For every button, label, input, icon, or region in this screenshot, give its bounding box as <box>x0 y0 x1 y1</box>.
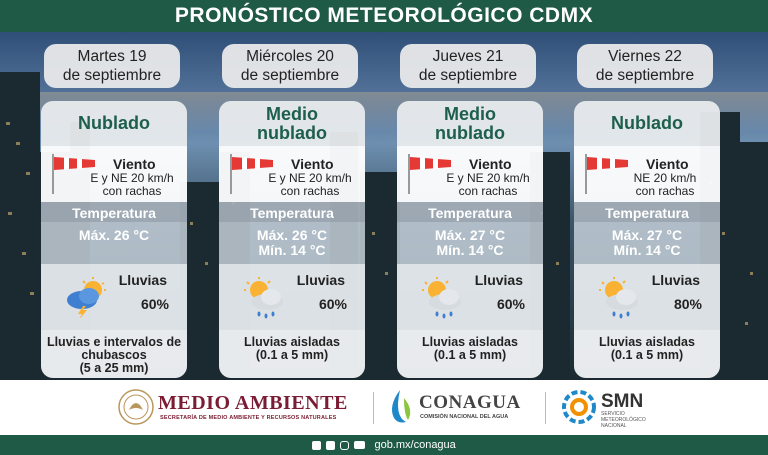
desc-line-1: Lluvias aisladas <box>244 335 340 349</box>
temp-max: Máx. 27 °C <box>434 227 506 243</box>
wind-section <box>397 146 543 202</box>
forecast-card <box>219 101 365 378</box>
rain-probability: 60% <box>140 296 169 312</box>
date-line-2: de septiembre <box>595 67 695 84</box>
conagua-subtitle: COMISIÓN NACIONAL DEL AGUA <box>420 414 509 420</box>
rain-section <box>574 264 720 330</box>
rain-cloud-sun-icon <box>596 276 642 320</box>
date-line-1: Miércoles 20 <box>246 48 334 65</box>
rain-cloud-sun-icon <box>241 276 287 320</box>
condition-line-1: Nublado <box>611 113 683 133</box>
rain-description <box>41 330 187 378</box>
smn-logo-icon <box>560 388 598 426</box>
temp-max: Máx. 26 °C <box>256 227 328 243</box>
condition-line-1: Nublado <box>78 113 150 133</box>
medio-ambiente-subtitle: SECRETARÍA DE MEDIO AMBIENTE Y RECURSOS NATURALES <box>160 415 337 421</box>
youtube-icon[interactable] <box>354 441 365 449</box>
rain-description <box>574 330 720 378</box>
date-line-2: de septiembre <box>418 67 518 84</box>
desc-line-3: (5 a 25 mm) <box>79 361 149 375</box>
wind-description <box>612 172 718 198</box>
wind-line-2: con rachas <box>102 184 162 198</box>
date-label <box>400 44 536 88</box>
wind-line-1: NE 20 km/h <box>633 171 697 185</box>
condition-label <box>574 101 720 146</box>
medio-ambiente-logo: MEDIO AMBIENTE <box>158 392 348 414</box>
date-line-1: Jueves 21 <box>432 48 504 65</box>
desc-line-2: (0.1 a 5 mm) <box>433 348 507 362</box>
conagua-logo-icon <box>384 388 416 426</box>
condition-line-2: nublado <box>435 122 505 143</box>
wind-line-1: E y NE 20 km/h <box>268 171 352 185</box>
rain-probability: 80% <box>673 296 702 312</box>
date-line-2: de septiembre <box>62 67 162 84</box>
temperature-section <box>397 202 543 264</box>
date-line-1: Martes 19 <box>77 48 147 65</box>
condition-label <box>219 101 365 146</box>
temperature-values <box>219 228 365 258</box>
condition-line-2: nublado <box>257 122 327 143</box>
rain-label: Lluvias <box>651 272 700 288</box>
desc-line-2: chubascos <box>81 348 147 362</box>
wind-line-1: E y NE 20 km/h <box>90 171 174 185</box>
temperature-label: Temperatura <box>574 202 720 222</box>
rain-description <box>397 330 543 378</box>
wind-line-2: con rachas <box>458 184 518 198</box>
wind-label: Viento <box>469 156 512 172</box>
eagle-seal-icon <box>118 388 154 426</box>
rain-probability: 60% <box>496 296 525 312</box>
condition-label <box>397 101 543 146</box>
smn-subtitle: SERVICIO METEOROLÓGICO NACIONAL <box>601 411 646 429</box>
smn-logo: SMN <box>601 391 644 412</box>
page-title: PRONÓSTICO METEOROLÓGICO CDMX <box>0 0 768 32</box>
rain-section <box>397 264 543 330</box>
wind-section <box>219 146 365 202</box>
social-bar <box>0 435 768 455</box>
temperature-section <box>41 202 187 264</box>
wind-label: Viento <box>646 156 689 172</box>
temp-max: Máx. 26 °C <box>78 227 150 243</box>
temperature-values <box>574 228 720 258</box>
desc-line-1: Lluvias e intervalos de <box>46 335 182 349</box>
wind-description <box>257 172 363 198</box>
wind-label: Viento <box>113 156 156 172</box>
desc-line-2: (0.1 a 5 mm) <box>610 348 684 362</box>
date-line-2: de septiembre <box>240 67 340 84</box>
rain-section <box>41 264 187 330</box>
date-label <box>577 44 713 88</box>
storm-cloud-sun-icon <box>63 276 109 318</box>
wind-description <box>79 172 185 198</box>
date-label <box>222 44 358 88</box>
facebook-icon[interactable] <box>312 441 321 450</box>
temp-min: Mín. 14 °C <box>436 242 504 258</box>
date-line-1: Viernes 22 <box>608 48 682 65</box>
divider <box>545 392 546 424</box>
rain-probability: 60% <box>318 296 347 312</box>
temperature-section <box>574 202 720 264</box>
wind-description <box>435 172 541 198</box>
instagram-icon[interactable] <box>340 441 349 450</box>
rain-section <box>219 264 365 330</box>
wind-section <box>574 146 720 202</box>
temperature-label: Temperatura <box>397 202 543 222</box>
rain-label: Lluvias <box>118 272 167 288</box>
rain-label: Lluvias <box>296 272 345 288</box>
temperature-values <box>397 228 543 258</box>
rain-label: Lluvias <box>474 272 523 288</box>
wind-section <box>41 146 187 202</box>
forecast-card <box>574 101 720 378</box>
temperature-label: Temperatura <box>219 202 365 222</box>
condition-line-1: Medio <box>444 103 496 124</box>
forecast-card <box>397 101 543 378</box>
temperature-values <box>41 228 187 243</box>
wind-label: Viento <box>291 156 334 172</box>
divider <box>373 392 374 424</box>
wind-line-2: con rachas <box>280 184 340 198</box>
temp-min: Mín. 14 °C <box>258 242 326 258</box>
rain-description <box>219 330 365 378</box>
date-label <box>44 44 180 88</box>
desc-line-1: Lluvias aisladas <box>422 335 518 349</box>
desc-line-1: Lluvias aisladas <box>599 335 695 349</box>
social-url-link[interactable]: gob.mx/conagua <box>374 439 456 451</box>
footer-logos <box>0 380 768 435</box>
condition-label <box>41 101 187 146</box>
desc-line-2: (0.1 a 5 mm) <box>255 348 329 362</box>
temp-max: Máx. 27 °C <box>611 227 683 243</box>
condition-line-1: Medio <box>266 103 318 124</box>
wind-line-1: E y NE 20 km/h <box>446 171 530 185</box>
twitter-icon[interactable] <box>326 441 335 450</box>
temperature-label: Temperatura <box>41 202 187 222</box>
temperature-section <box>219 202 365 264</box>
wind-line-2: con rachas <box>635 184 695 198</box>
forecast-card <box>41 101 187 378</box>
temp-min: Mín. 14 °C <box>613 242 681 258</box>
conagua-logo: CONAGUA <box>419 392 521 413</box>
rain-cloud-sun-icon <box>419 276 465 320</box>
